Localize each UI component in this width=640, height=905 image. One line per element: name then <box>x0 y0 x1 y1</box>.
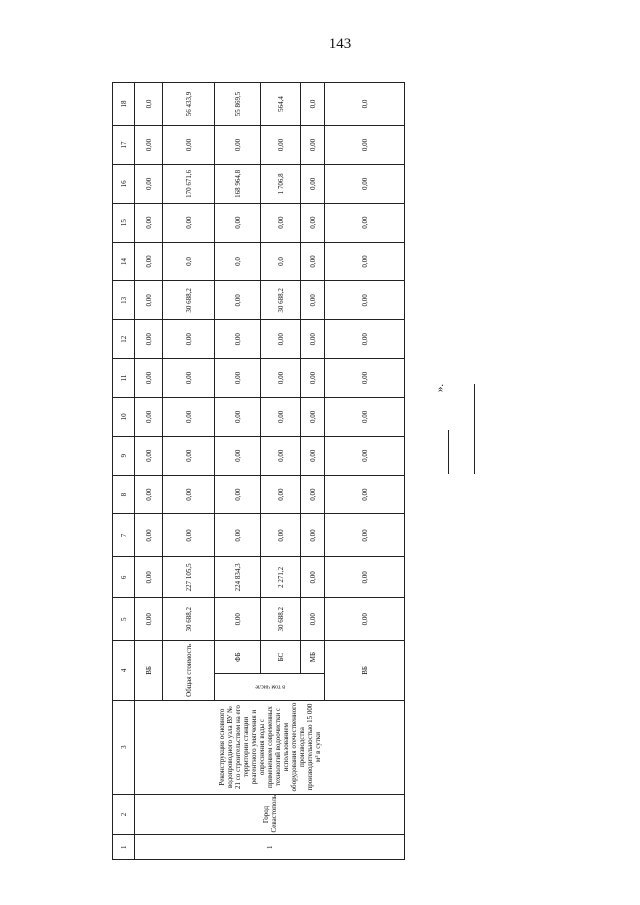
value-cell: 0,00 <box>325 126 405 165</box>
value-cell: 56 433,9 <box>163 83 215 126</box>
value-cell: 0,00 <box>135 320 163 359</box>
value-cell: 0,00 <box>325 203 405 242</box>
table-row <box>135 83 163 860</box>
closing-quote: ». <box>434 383 447 393</box>
rotated-table <box>112 82 404 860</box>
col-header: 14 <box>113 242 135 281</box>
col-header: 8 <box>113 475 135 514</box>
value-cell: 0,00 <box>325 164 405 203</box>
value-cell: 0,0 <box>163 242 215 281</box>
value-cell: 0,00 <box>325 397 405 436</box>
value-cell: 0,00 <box>261 203 301 242</box>
value-cell: 0,00 <box>301 126 325 165</box>
source-label: БС <box>261 641 301 674</box>
source-label: МБ <box>301 641 325 674</box>
value-cell: 0,00 <box>301 164 325 203</box>
value-cell: 0,00 <box>215 436 261 475</box>
col-header: 6 <box>113 557 135 598</box>
value-cell: 0,00 <box>135 164 163 203</box>
value-cell: 0,00 <box>135 242 163 281</box>
value-cell: 0,00 <box>215 126 261 165</box>
value-cell: 0,00 <box>301 397 325 436</box>
col-header: 9 <box>113 436 135 475</box>
value-cell: 0,00 <box>325 436 405 475</box>
value-cell: 30 688,2 <box>261 598 301 641</box>
source-label: ФБ <box>215 641 261 674</box>
value-cell: 0,00 <box>261 126 301 165</box>
value-cell: 0,00 <box>163 475 215 514</box>
city-name: Город Севастополь <box>135 794 405 835</box>
value-cell: 0,00 <box>301 436 325 475</box>
value-cell: 0,00 <box>325 359 405 398</box>
value-cell: 0,00 <box>215 514 261 557</box>
value-cell: 0,00 <box>135 475 163 514</box>
col-header: 16 <box>113 164 135 203</box>
value-cell: 0,0 <box>261 242 301 281</box>
row-number: 1 <box>135 835 405 860</box>
value-cell: 30 688,2 <box>163 281 215 320</box>
value-cell: 55 869,5 <box>215 83 261 126</box>
value-cell: 0,00 <box>135 397 163 436</box>
signature-line <box>448 430 449 474</box>
value-cell: 564,4 <box>261 83 301 126</box>
value-cell: 0,00 <box>135 598 163 641</box>
value-cell: 0,00 <box>325 557 405 598</box>
col-header: 17 <box>113 126 135 165</box>
value-cell: 0,00 <box>135 514 163 557</box>
value-cell: 0,00 <box>215 475 261 514</box>
value-cell: 1 706,8 <box>261 164 301 203</box>
value-cell: 2 271,2 <box>261 557 301 598</box>
value-cell: 0,00 <box>325 281 405 320</box>
value-cell: 0,00 <box>261 436 301 475</box>
project-description: Реконструкция основного водопроводного узла ВУ № 21 со строительством на его территории станции реагентного умягчения и опреснения воды с применением современных технологий водоочистки с использованием оборудования отечественного производства производительностью 15 000 м³ в сутки <box>135 700 405 794</box>
value-cell: 224 834,3 <box>215 557 261 598</box>
value-cell: 0,00 <box>215 598 261 641</box>
value-cell: 0,00 <box>261 397 301 436</box>
value-cell: 0,00 <box>325 320 405 359</box>
value-cell: 0,00 <box>301 557 325 598</box>
col-header: 10 <box>113 397 135 436</box>
value-cell: 0,00 <box>301 598 325 641</box>
value-cell: 0,00 <box>135 557 163 598</box>
col-header: 1 <box>113 835 135 860</box>
value-cell: 0,00 <box>261 475 301 514</box>
value-cell: 0,00 <box>301 514 325 557</box>
value-cell: 0,0 <box>325 83 405 126</box>
value-cell: 0,00 <box>163 126 215 165</box>
value-cell: 0,00 <box>301 475 325 514</box>
value-cell: 0,00 <box>325 514 405 557</box>
value-cell: 0,00 <box>163 397 215 436</box>
value-cell: 168 964,8 <box>215 164 261 203</box>
value-cell: 0,0 <box>135 83 163 126</box>
value-cell: 0,00 <box>135 359 163 398</box>
rotated-note: в том числе <box>215 673 325 700</box>
value-cell: 0,00 <box>325 475 405 514</box>
budget-table <box>112 82 405 860</box>
value-cell: 0,00 <box>163 320 215 359</box>
value-cell: 0,00 <box>163 514 215 557</box>
value-cell: 30 688,2 <box>163 598 215 641</box>
value-cell: 0,00 <box>135 203 163 242</box>
source-label: ВБ <box>325 641 405 700</box>
value-cell: 0,00 <box>215 359 261 398</box>
value-cell: 0,00 <box>135 436 163 475</box>
signature-line <box>474 384 475 474</box>
value-cell: 0,00 <box>301 359 325 398</box>
source-label: ВБ <box>135 641 163 700</box>
value-cell: 0,00 <box>163 436 215 475</box>
value-cell: 0,0 <box>215 242 261 281</box>
value-cell: 0,00 <box>261 320 301 359</box>
col-header: 18 <box>113 83 135 126</box>
value-cell: 0,00 <box>325 598 405 641</box>
value-cell: 0,00 <box>261 514 301 557</box>
col-header: 5 <box>113 598 135 641</box>
value-cell: 0,00 <box>135 281 163 320</box>
value-cell: 0,00 <box>261 359 301 398</box>
col-header: 12 <box>113 320 135 359</box>
value-cell: 0,00 <box>163 359 215 398</box>
value-cell: 0,00 <box>215 203 261 242</box>
value-cell: 0,00 <box>325 242 405 281</box>
value-cell: 0,0 <box>301 83 325 126</box>
value-cell: 0,00 <box>301 203 325 242</box>
col-header: 7 <box>113 514 135 557</box>
col-header: 11 <box>113 359 135 398</box>
value-cell: 0,00 <box>215 397 261 436</box>
value-cell: 0,00 <box>301 242 325 281</box>
value-cell: 0,00 <box>215 281 261 320</box>
header-row <box>113 83 135 860</box>
page-number: 143 <box>328 36 352 52</box>
value-cell: 30 688,2 <box>261 281 301 320</box>
source-label: Общая стоимость <box>163 641 215 700</box>
value-cell: 170 671,6 <box>163 164 215 203</box>
col-header: 2 <box>113 794 135 835</box>
col-header: 4 <box>113 641 135 700</box>
value-cell: 227 105,5 <box>163 557 215 598</box>
value-cell: 0,00 <box>301 281 325 320</box>
col-header: 13 <box>113 281 135 320</box>
value-cell: 0,00 <box>163 203 215 242</box>
value-cell: 0,00 <box>301 320 325 359</box>
value-cell: 0,00 <box>215 320 261 359</box>
value-cell: 0,00 <box>135 126 163 165</box>
col-header: 3 <box>113 700 135 794</box>
col-header: 15 <box>113 203 135 242</box>
